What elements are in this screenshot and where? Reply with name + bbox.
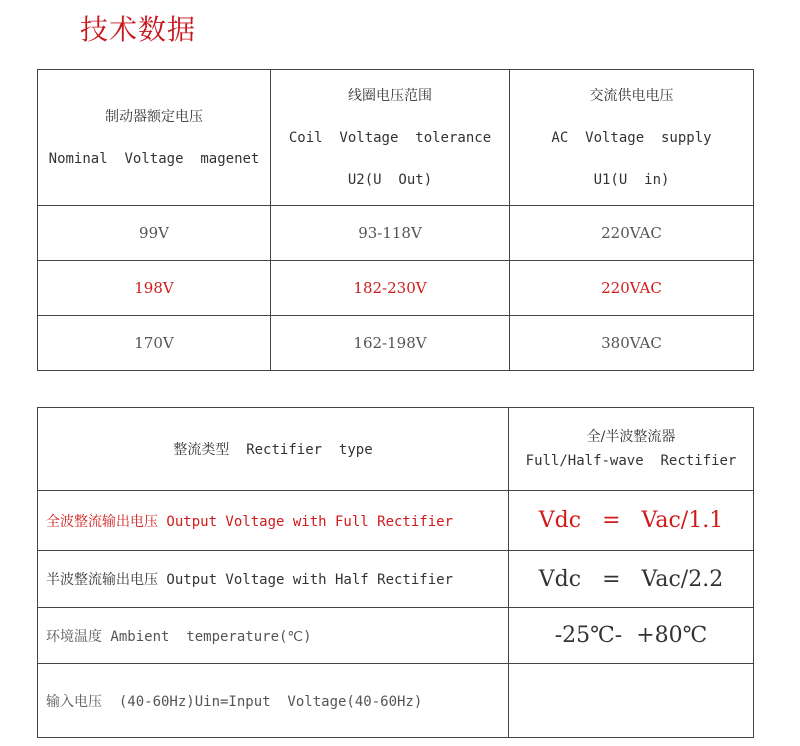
header-ac-voltage: [510, 70, 754, 206]
ac-voltage-cell: 220VAC: [510, 206, 754, 261]
rectifier-kind-header: [509, 408, 754, 491]
coil-voltage-cell: 182-230V: [271, 261, 510, 316]
half-rectifier-formula: Vdc = Vac/2.2: [509, 551, 754, 608]
input-voltage-value: [509, 664, 754, 738]
table-row-highlighted: [38, 491, 754, 551]
ambient-temperature-value: -25℃- +80℃: [509, 608, 754, 664]
nominal-voltage-cell: 198V: [38, 261, 271, 316]
ambient-temperature-label: 环境温度 Ambient temperature(℃): [38, 608, 509, 664]
table-row: [38, 608, 754, 664]
header-nominal-voltage: [38, 70, 271, 206]
ac-voltage-cell: 220VAC: [510, 261, 754, 316]
rectifier-table: [37, 407, 754, 738]
header-nominal-zh: 制动器额定电压: [105, 108, 203, 125]
header-coil-zh: 线圈电压范围: [348, 87, 432, 104]
nominal-voltage-cell: 170V: [38, 316, 271, 371]
rectifier-kind-en: Full/Half-wave Rectifier: [525, 453, 737, 469]
rectifier-kind-zh: 全/半波整流器: [586, 429, 676, 445]
half-rectifier-label: 半波整流输出电压 Output Voltage with Half Rectifier: [38, 551, 509, 608]
coil-voltage-cell: 162-198V: [271, 316, 510, 371]
header-coil-symbol: U2(U Out): [347, 171, 433, 188]
table-row-highlighted: [38, 261, 754, 316]
header-ac-en: AC Voltage supply: [551, 129, 712, 146]
header-ac-zh: 交流供电电压: [589, 87, 674, 104]
voltage-table: [37, 69, 754, 371]
header-ac-symbol: U1(U in): [593, 171, 670, 188]
nominal-voltage-cell: 99V: [38, 206, 271, 261]
rectifier-header-row: [38, 408, 754, 491]
table-header-row: [38, 70, 754, 206]
table-row: [38, 316, 754, 371]
input-voltage-label: 输入电压 (40-60Hz)Uin=Input Voltage(40-60Hz): [38, 664, 509, 738]
header-coil-en: Coil Voltage tolerance: [288, 129, 492, 146]
header-coil-voltage: [271, 70, 510, 206]
table-row: [38, 664, 754, 738]
coil-voltage-cell: 93-118V: [271, 206, 510, 261]
page-title: 技术数据: [80, 13, 197, 46]
ac-voltage-cell: 380VAC: [510, 316, 754, 371]
rectifier-type-header: 整流类型 Rectifier type: [38, 408, 509, 491]
header-nominal-en: Nominal Voltage magenet: [48, 150, 260, 167]
table-row: [38, 551, 754, 608]
full-rectifier-label: 全波整流输出电压 Output Voltage with Full Rectifier: [38, 491, 509, 551]
full-rectifier-formula: Vdc = Vac/1.1: [509, 491, 754, 551]
table-row: [38, 206, 754, 261]
